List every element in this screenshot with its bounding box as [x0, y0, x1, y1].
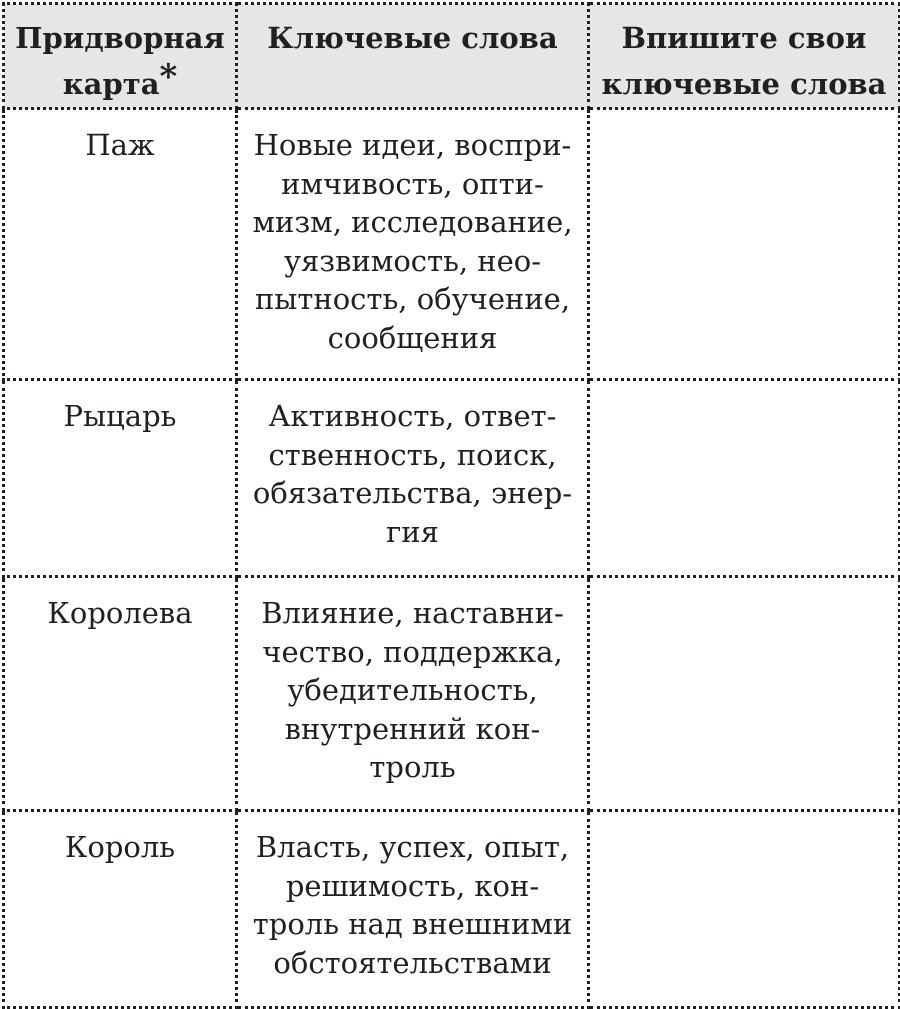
card-name: Паж [85, 128, 155, 162]
keyword-line: Активность, ответ- [268, 399, 557, 433]
header-court-card-line1: Придворная [15, 21, 225, 55]
keyword-line: сообщения [327, 320, 498, 355]
footnote-asterisk: * [159, 57, 178, 97]
keyword-line: Власть, успех, опыт, [255, 830, 570, 864]
card-cell [4, 577, 237, 811]
keyword-line: обязательства, энер- [252, 476, 573, 510]
card-name: Король [64, 830, 176, 864]
table-row [4, 577, 900, 811]
header-your-keywords-line1: Впишите свои [621, 21, 867, 55]
keyword-line: троль над внешними [252, 907, 573, 941]
keyword-line: уязвимость, нео- [283, 243, 542, 278]
court-cards-table [2, 2, 900, 1009]
keyword-line: обстоятельствами [273, 945, 552, 980]
table-header-row [4, 4, 900, 109]
keyword-line: чество, поддержка, [262, 634, 563, 669]
keyword-line: внутренний кон- [284, 711, 541, 746]
keyword-line: имчивость, опти- [281, 166, 544, 201]
keyword-line: убедительность, [287, 673, 538, 707]
keyword-line: мизм, исследование, [252, 205, 573, 239]
header-your-keywords-line2: ключевые слова [601, 67, 887, 101]
header-keywords [237, 4, 589, 109]
table-row [4, 811, 900, 1008]
keyword-line: ственность, поиск, [268, 437, 557, 472]
keyword-line: Новые идеи, воспри- [253, 128, 572, 162]
table-row [4, 109, 900, 380]
keywords-cell [237, 577, 589, 811]
user-keywords-cell[interactable] [589, 811, 900, 1008]
keyword-line: пытность, обучение, [254, 282, 571, 316]
table-row [4, 380, 900, 577]
card-name: Рыцарь [63, 399, 177, 433]
keyword-line: троль [369, 750, 456, 784]
keywords-cell [237, 109, 589, 380]
keywords-cell [237, 811, 589, 1008]
header-your-keywords [589, 4, 900, 109]
user-keywords-cell[interactable] [589, 109, 900, 380]
user-keywords-cell[interactable] [589, 380, 900, 577]
card-name: Королева [47, 596, 193, 630]
header-court-card-line2: карта [62, 67, 160, 101]
keyword-line: гия [386, 514, 439, 549]
header-court-card-line2-wrap [5, 57, 235, 107]
user-keywords-cell[interactable] [589, 577, 900, 811]
header-keywords-label: Ключевые слова [267, 21, 558, 55]
card-cell [4, 811, 237, 1008]
card-cell [4, 380, 237, 577]
keyword-line: Влияние, наставни- [261, 596, 564, 630]
card-cell [4, 109, 237, 380]
keywords-cell [237, 380, 589, 577]
header-court-card [4, 4, 237, 109]
keyword-line: решимость, кон- [285, 868, 540, 903]
